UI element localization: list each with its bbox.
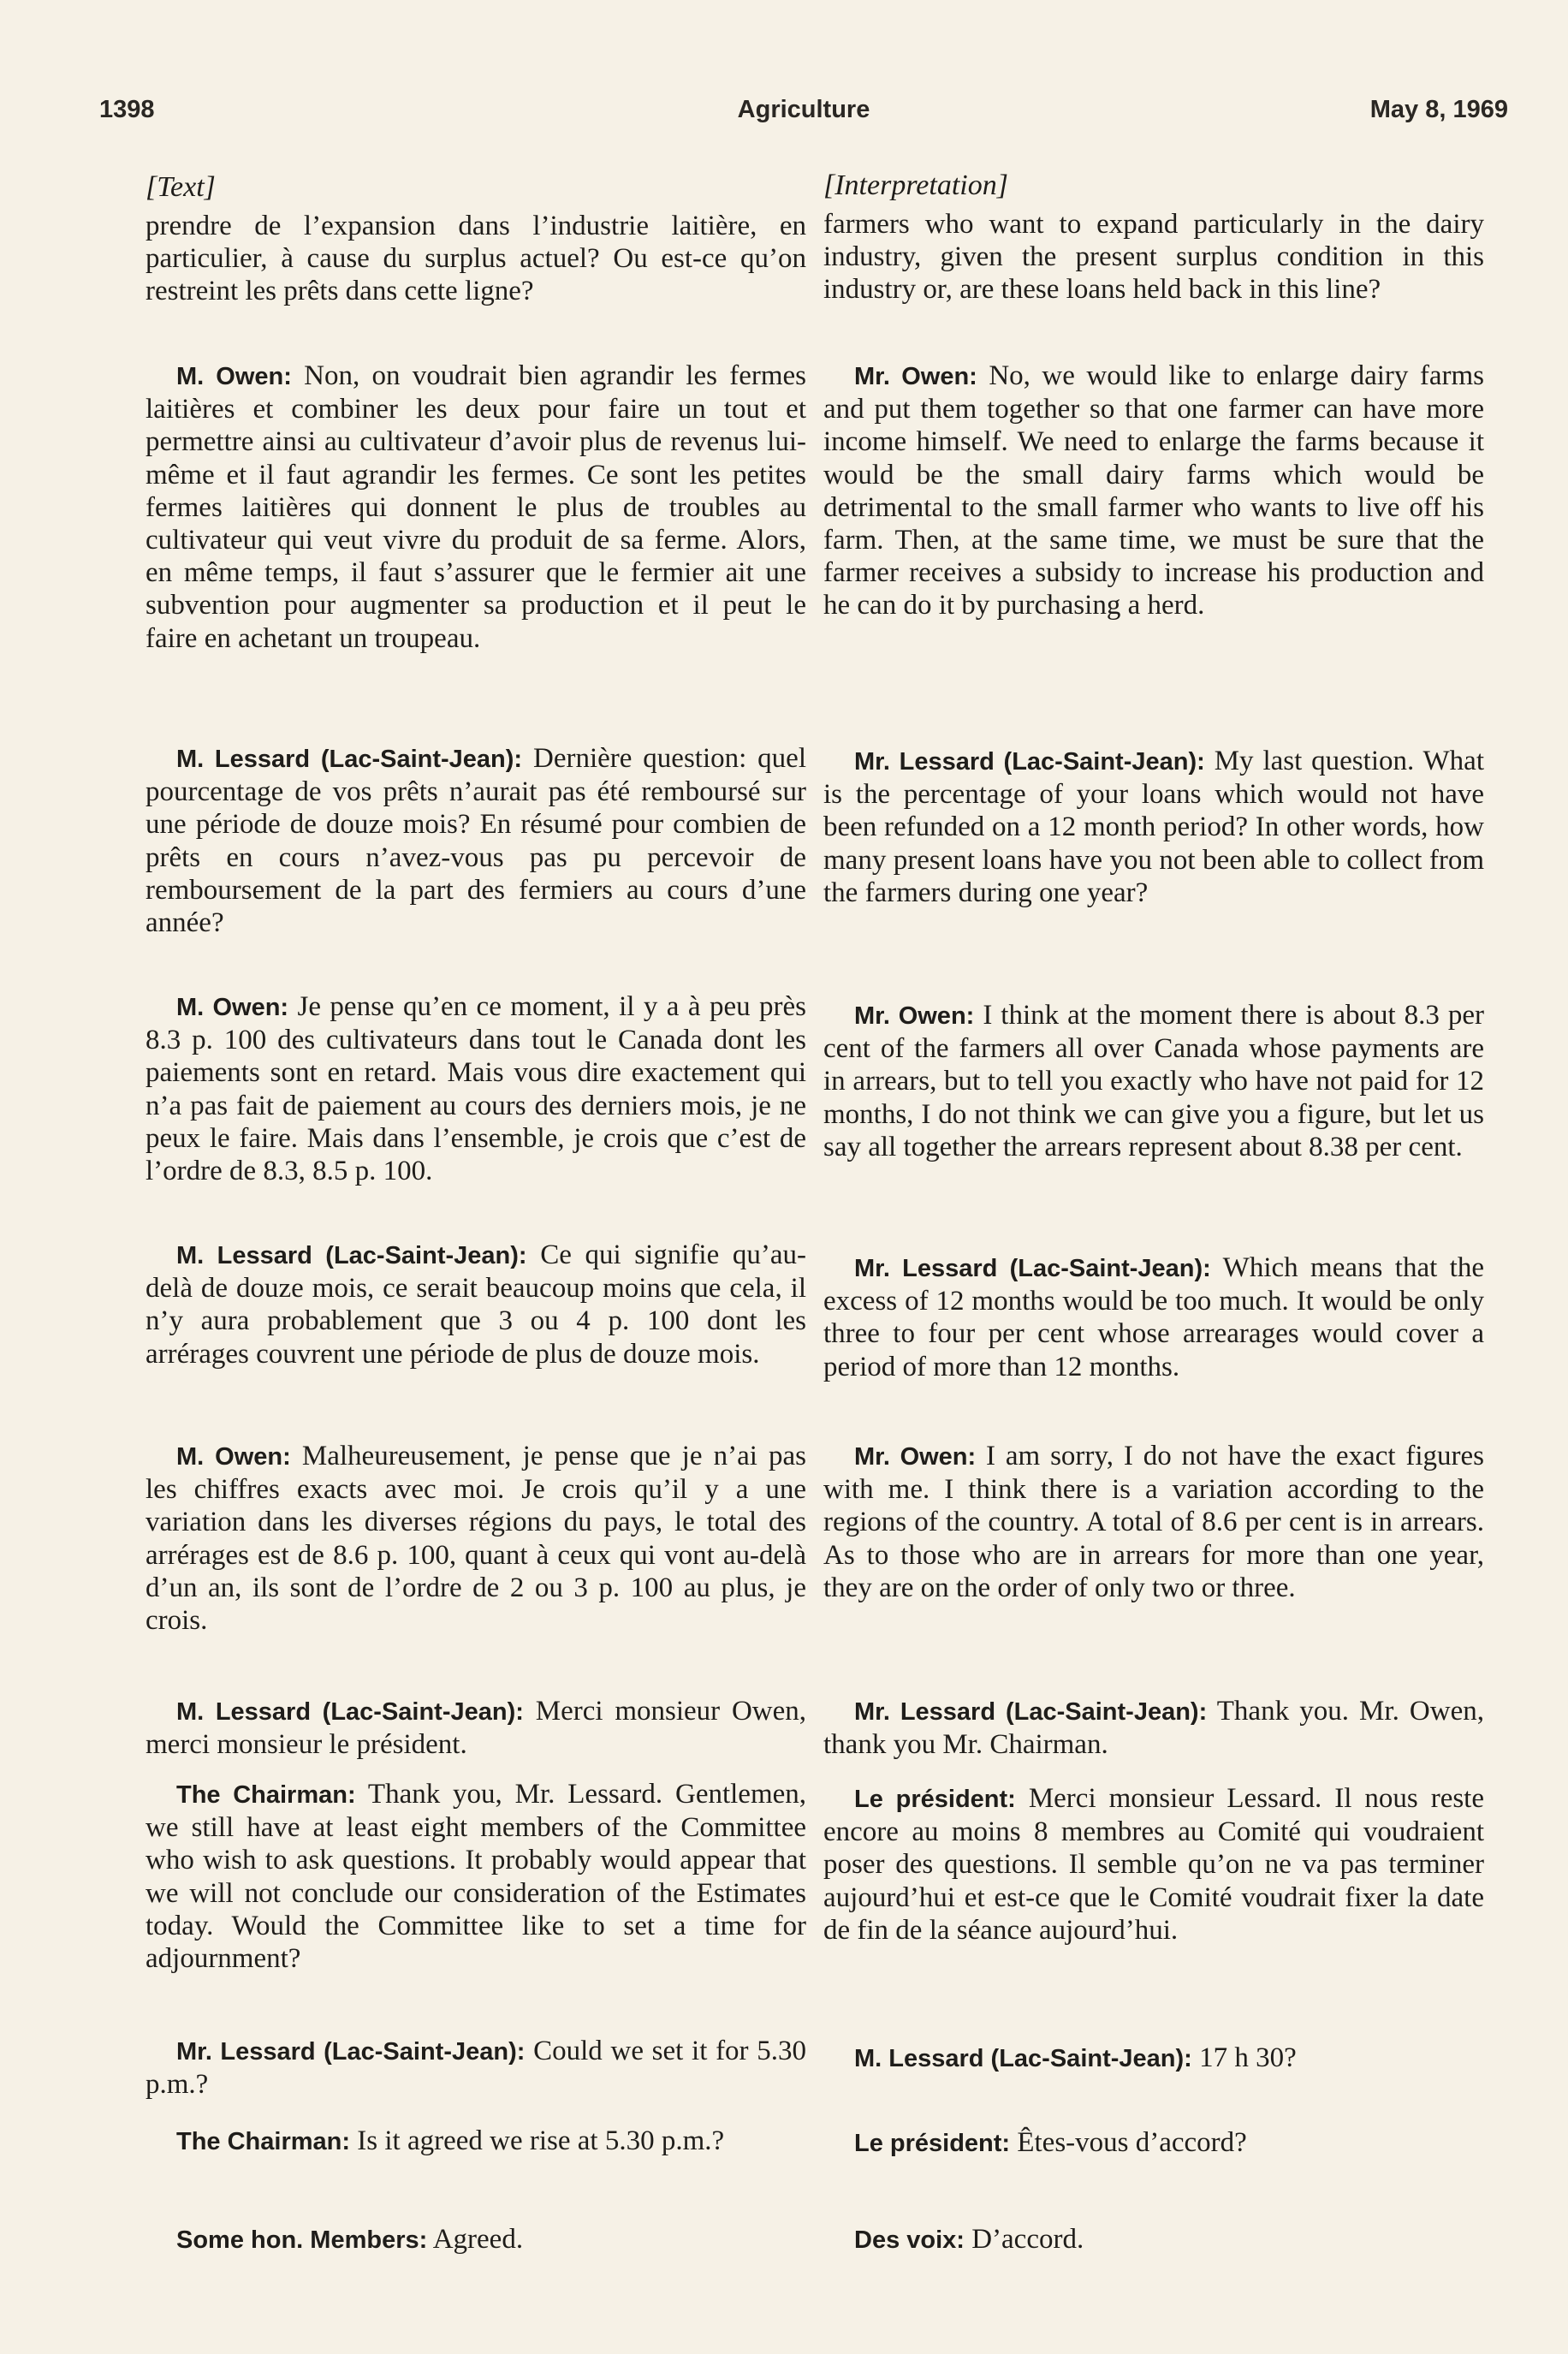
paragraph-text: Thank you. Mr. Owen, thank you Mr. Chairman. [823, 1696, 1484, 1761]
paragraph [146, 1695, 806, 1761]
paragraph-text: Is it agreed we rise at 5.30 p.m.? [357, 2125, 725, 2156]
paragraph-text: Ce qui signifie qu’au-delà de douze mois, ce serait beaucoup moins que cela, il n’y aura probablement que 3 ou 4 p. 100 dont les arrérages couvrent une période de plus de douze mois. [146, 1239, 806, 1370]
paragraph-text: Malheureusement, je pense que je n’ai pas les chiffres exacts avec moi. Je crois qu’il y a une variation dans les diverses régions du pays, le total des arrérages est de 8.6 p. 100, quant à ceux qui vont au-delà d’un an, ils sont de l’ordre de 2 ou 3 p. 100 au plus, je crois. [146, 1441, 807, 1637]
paragraph [823, 208, 1484, 306]
page-number: 1398 [99, 96, 155, 123]
speaker-name: Le président: [854, 2130, 1011, 2157]
paragraph-text: Which means that the excess of 12 months would be too much. It would be only three to four per cent whose arrearages would cover a period of more than 12 months. [823, 1252, 1484, 1382]
speaker-name: Some hon. Members: [176, 2226, 428, 2254]
running-head [99, 96, 1508, 130]
paragraph-text: farmers who want to expand particularly in the dairy industry, given the present surplus condition in this industry or, are these loans held back in this line? [823, 209, 1484, 306]
speaker-name: Mr. Owen: [854, 363, 977, 390]
paragraph [823, 1782, 1484, 1947]
paragraph [823, 2126, 1484, 2160]
paragraph-text: prendre de l’expansion dans l’industrie laitière, en particulier, à cause du surplus actuel? Ou est-ce qu’on restreint les prêts dans cette ligne? [146, 211, 806, 307]
paragraph [146, 2223, 806, 2256]
paragraph [146, 1440, 806, 1637]
paragraph [146, 990, 806, 1187]
paragraph-text: Je pense qu’en ce moment, il y a à peu près 8.3 p. 100 des cultivateurs dans tout le Canada dont les paiements sont en retard. Mais vous dire exactement qui n’a pas fait de paiement au cours des derniers mois, je ne peux le faire. Mais dans l’ensemble, je crois que c’est de l’ordre de 8.3, 8.5 p. 100. [146, 991, 807, 1187]
paragraph-text: Merci monsieur Owen, merci monsieur le président. [146, 1696, 807, 1761]
speaker-name: M. Lessard (Lac-Saint-Jean): [176, 1698, 524, 1726]
column-label-text: [Text] [146, 171, 216, 203]
paragraph [823, 2042, 1484, 2075]
paragraph-text: Êtes-vous d’accord? [1017, 2127, 1247, 2158]
speaker-name: M. Owen: [176, 363, 292, 390]
paragraph [146, 2125, 806, 2158]
paragraph [823, 745, 1484, 909]
page-date: May 8, 1969 [1369, 96, 1508, 123]
speaker-name: Mr. Lessard (Lac-Saint-Jean): [854, 1255, 1211, 1282]
paragraph-text: My last question. What is the percentage of your loans which would not have been refunded on a 12 month period? In other words, how many present loans have you not been able to collect from the farmers during one year? [823, 746, 1485, 908]
paragraph [823, 1251, 1484, 1383]
speaker-name: Mr. Lessard (Lac-Saint-Jean): [854, 1698, 1208, 1726]
paragraph-text: Thank you, Mr. Lessard. Gentlemen, we still have at least eight members of the Committee who wish to ask questions. It probably would appear that we will not conclude our consideration of the Estimates today. Would the Committee like to set a time for adjournment? [146, 1779, 807, 1975]
speaker-name: M. Lessard (Lac-Saint-Jean): [176, 746, 523, 773]
paragraph-text: I am sorry, I do not have the exact figures with me. I think there is a variation according to the regions of the country. A total of 8.6 per cent is in arrears. As to those who are in arrears for more than one year, they are on the order of only two or three. [823, 1441, 1485, 1603]
speaker-name: Mr. Owen: [854, 1002, 975, 1030]
paragraph-text: Non, on voudrait bien agrandir les fermes laitières et combiner les deux pour faire un tout et permettre ainsi au cultivateur d’avoir plus de revenus lui-même et il faut agrandir les fermes. Ce sont les petites fermes laitières qui donnent le plus de troubles au cultivateur qui veut vivre du produit de sa ferme. Alors, en même temps, il faut s’assurer que le fermier ait une subvention pour augmenter sa production et il peut le faire en achetant un troupeau. [146, 360, 806, 654]
speaker-name: Le président: [854, 1786, 1016, 1813]
paragraph [823, 1440, 1484, 1604]
column-label-interpretation: [Interpretation] [823, 169, 1008, 201]
paragraph [146, 742, 806, 939]
paragraph [146, 210, 806, 308]
paragraph-text: Agreed. [432, 2224, 524, 2255]
paragraph-text: Dernière question: quel pourcentage de vos prêts n’aurait pas été remboursé sur une période de douze mois? En résumé pour combien de prêts en cours n’avez-vous pas pu percevoir de remboursement de la part des fermiers au cours d’une année? [146, 743, 806, 939]
speaker-name: M. Owen: [176, 1443, 291, 1471]
speaker-name: M. Lessard (Lac-Saint-Jean): [854, 2045, 1192, 2072]
paragraph [146, 1778, 806, 1975]
speaker-name: Mr. Lessard (Lac-Saint-Jean): [854, 748, 1205, 776]
section-title: Agriculture [737, 96, 870, 123]
paragraph-text: I think at the moment there is about 8.3 per cent of the farmers all over Canada whose payments are in arrears, but to tell you exactly who have not paid for 12 months, I do not think we can give you a figure, but let us say all together the arrears represent about 8.38 per cent. [823, 1000, 1484, 1162]
speaker-name: Des voix: [854, 2226, 965, 2254]
paragraph-text: D’accord. [971, 2224, 1084, 2255]
speaker-name: Mr. Lessard (Lac-Saint-Jean): [176, 2038, 526, 2066]
paragraph [823, 360, 1484, 622]
paragraph [146, 360, 806, 655]
paragraph [823, 2223, 1484, 2256]
speaker-name: The Chairman: [176, 2128, 351, 2155]
paragraph [146, 1239, 806, 1370]
paragraph [823, 999, 1484, 1163]
speaker-name: M. Lessard (Lac-Saint-Jean): [176, 1242, 527, 1269]
speaker-name: The Chairman: [176, 1781, 356, 1809]
paragraph-text: 17 h 30? [1199, 2042, 1297, 2073]
paragraph [823, 1695, 1484, 1761]
paragraph-text: Could we set it for 5.30 p.m.? [146, 2036, 806, 2101]
paragraph-text: Merci monsieur Lessard. Il nous reste encore au moins 8 membres au Comité qui voudraient poser des questions. Il semble qu’on ne va pas terminer aujourd’hui et est-ce que le Comité voudrait fixer la date de fin de la séance aujourd’hui. [823, 1783, 1485, 1946]
paragraph-text: No, we would like to enlarge dairy farms and put them together so that one farmer can have more income himself. We need to enlarge the farms because it would be the small dairy farms which would be detrimental to the small farmer who wants to live off his farm. Then, at the same time, we must be sure that the farmer receives a subsidy to increase his production and he can do it by purchasing a herd. [823, 360, 1485, 621]
speaker-name: M. Owen: [176, 994, 289, 1021]
paragraph [146, 2035, 806, 2101]
speaker-name: Mr. Owen: [854, 1443, 977, 1471]
